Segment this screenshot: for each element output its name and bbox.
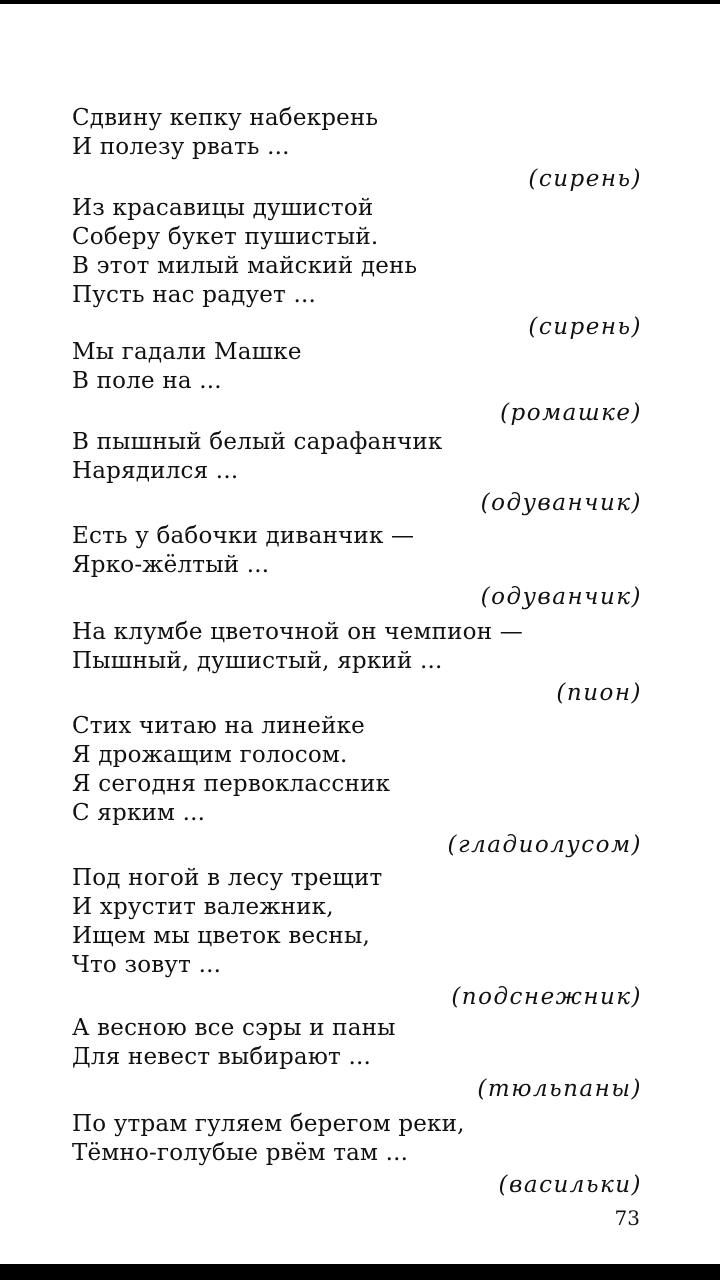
riddle-answer: (тюльпаны) xyxy=(477,1076,642,1102)
riddle-line: По утрам гуляем берегом реки, xyxy=(72,1111,465,1137)
riddle-line: И хрустит валежник, xyxy=(72,894,334,920)
riddle-line: На клумбе цветочной он чемпион — xyxy=(72,619,523,645)
riddle-line: В этот милый майский день xyxy=(72,253,418,279)
riddle-line: Для невест выбирают ... xyxy=(72,1044,372,1070)
riddle-answer: (гладиолусом) xyxy=(447,832,642,858)
riddle-line: Нарядился ... xyxy=(72,458,239,484)
riddle-line: Что зовут ... xyxy=(72,952,222,978)
riddle-9 xyxy=(72,1014,642,1104)
riddle-line: Из красавицы душистой xyxy=(72,195,374,221)
riddle-answer: (ромашке) xyxy=(500,400,642,426)
riddle-2 xyxy=(72,194,642,342)
riddle-line: В пышный белый сарафанчик xyxy=(72,429,443,455)
riddle-line: Сдвину кепку набекрень xyxy=(72,105,379,131)
riddle-10 xyxy=(72,1110,642,1200)
book-page xyxy=(0,4,720,1264)
riddle-6 xyxy=(72,618,642,708)
riddle-8 xyxy=(72,864,642,1012)
riddle-line: Ищем мы цветок весны, xyxy=(72,923,370,949)
riddle-line: Пусть нас радует ... xyxy=(72,282,316,308)
riddle-5 xyxy=(72,522,642,612)
riddle-line: С ярким ... xyxy=(72,800,206,826)
riddle-answer: (васильки) xyxy=(498,1172,642,1198)
page-number: 73 xyxy=(614,1206,640,1230)
riddle-line: И полезу рвать ... xyxy=(72,134,290,160)
riddle-answer: (пион) xyxy=(556,680,642,706)
riddle-7 xyxy=(72,712,642,860)
riddle-answer: (сирень) xyxy=(528,314,642,340)
riddle-line: Есть у бабочки диванчик — xyxy=(72,523,415,549)
riddle-line: Стих читаю на линейке xyxy=(72,713,365,739)
riddle-answer: (сирень) xyxy=(528,166,642,192)
riddle-line: Под ногой в лесу трещит xyxy=(72,865,383,891)
riddle-line: Соберу букет пушистый. xyxy=(72,224,379,250)
riddle-line: В поле на ... xyxy=(72,368,222,394)
riddle-line: Мы гадали Машке xyxy=(72,339,302,365)
riddle-line: Пышный, душистый, яркий ... xyxy=(72,648,443,674)
riddle-line: Ярко-жёлтый ... xyxy=(72,552,270,578)
riddle-answer: (одуванчик) xyxy=(480,584,642,610)
riddle-4 xyxy=(72,428,642,518)
riddle-3 xyxy=(72,338,642,428)
riddle-line: Я дрожащим голосом. xyxy=(72,742,348,768)
riddle-line: А весною все сэры и паны xyxy=(72,1015,396,1041)
riddle-line: Тёмно-голубые рвём там ... xyxy=(72,1140,409,1166)
riddle-line: Я сегодня первоклассник xyxy=(72,771,391,797)
riddle-answer: (подснежник) xyxy=(451,984,642,1010)
riddle-answer: (одуванчик) xyxy=(480,490,642,516)
riddle-1 xyxy=(72,104,642,194)
